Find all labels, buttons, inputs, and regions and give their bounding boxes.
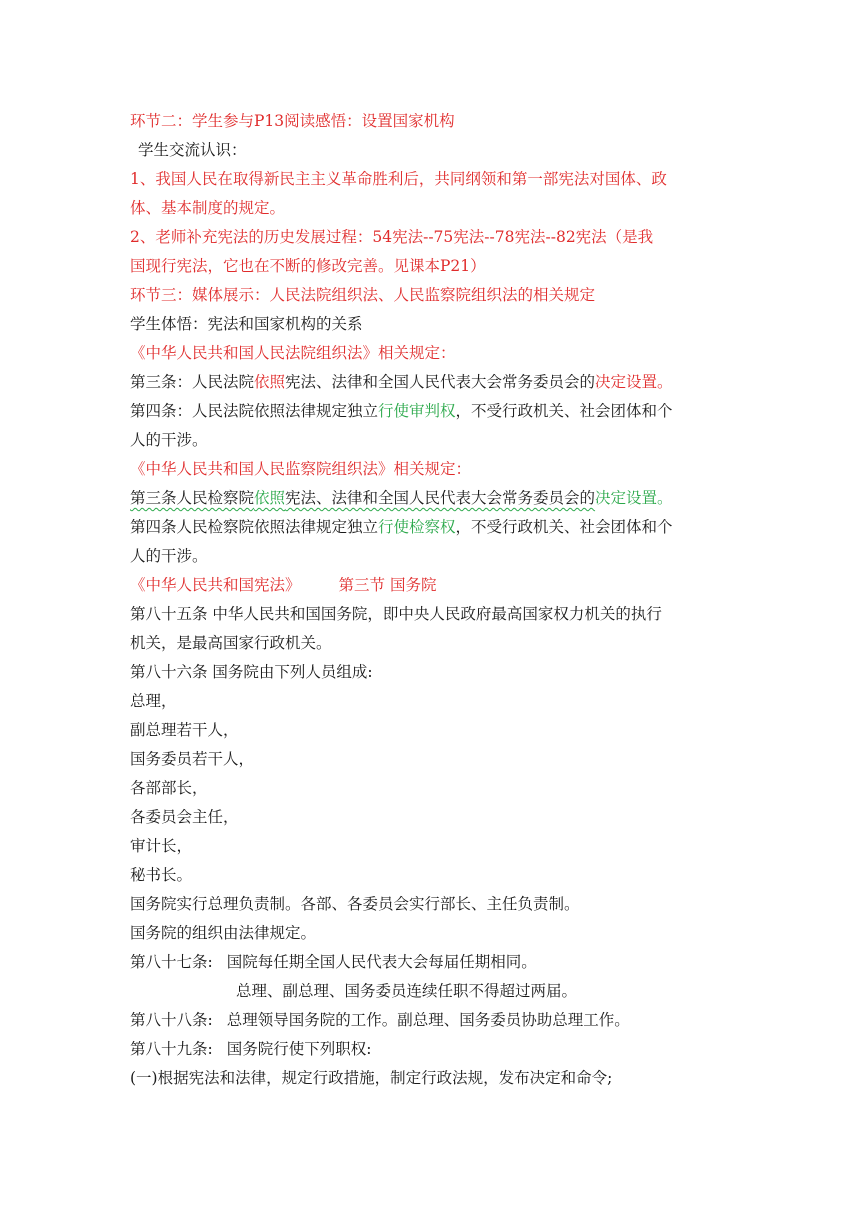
constitution-heading [130, 571, 740, 600]
article88 [130, 1006, 740, 1035]
procuratorate-law-article4 [130, 513, 740, 542]
article88-text: 总理领导国务院的工作。副总理、国务委员协助总理工作。 [226, 1011, 630, 1029]
procuratorate-law-article4-cont: 人的干涉。 [130, 547, 208, 565]
member-item: 审计长， [130, 837, 193, 855]
section3-heading: 环节三：媒体展示：人民法院组织法、人民监察院组织法的相关规定 [130, 286, 596, 304]
constitution-title: 《中华人民共和国宪法》 [130, 576, 301, 594]
section2-subheading: 学生交流认识： [138, 141, 247, 159]
section2-item1-line1: 1、我国人民在取得新民主主义革命胜利后，共同纲领和第一部宪法对国体、政 [130, 170, 667, 188]
proc-a4-text2: ，不受行政机关、社会团体和个 [455, 518, 673, 536]
member-item: 各部部长， [130, 779, 208, 797]
member-item: 国务委员若干人， [130, 750, 255, 768]
proc-a3-yizhao: 依照 [254, 489, 286, 507]
article87-text: 国院每任期全国人民代表大会每届任期相同。 [226, 953, 537, 971]
section3-insight: 学生体悟：宪法和国家机构的关系 [130, 315, 363, 333]
article89 [130, 1035, 740, 1064]
member-item: 总理， [130, 692, 177, 710]
member-item: 副总理若干人， [130, 721, 239, 739]
court-law-title: 《中华人民共和国人民法院组织法》相关规定： [130, 344, 456, 362]
section2-item2-line2: 国现行宪法，它也在不断的修改完善。见课本P21） [130, 257, 486, 275]
article89-item1: (一)根据宪法和法律，规定行政措施，制定行政法规，发布决定和命令; [130, 1069, 613, 1087]
section2-heading: 环节二：学生参与P13阅读感悟：设置国家机构 [130, 112, 455, 130]
court-a3-decision: 决定设置。 [595, 373, 673, 391]
court-a3-text1: 第三条：人民法院 [130, 373, 255, 391]
article89-text: 国务院行使下列职权: [226, 1040, 372, 1058]
organization-by-law: 国务院的组织由法律规定。 [130, 924, 317, 942]
document-body [130, 107, 740, 1093]
member-item: 各委员会主任， [130, 808, 239, 826]
proc-a3-decision: 决定设置。 [595, 489, 673, 507]
proc-a3-text2: 宪法、法律和全国人民代表大会常务委员会的 [285, 489, 596, 507]
article89-label: 第八十九条: [130, 1040, 213, 1058]
article87-cont: 总理、副总理、国务委员连续任职不得超过两届。 [236, 982, 578, 1000]
article85-line2: 机关，是最高国家行政机关。 [130, 634, 332, 652]
article88-label: 第八十八条: [130, 1011, 213, 1029]
member-item: 秘书长。 [130, 866, 193, 884]
article87-label: 第八十七条: [130, 953, 213, 971]
court-law-article4 [130, 397, 740, 426]
section2-item2-line1: 2、老师补充宪法的历史发展过程：54宪法--75宪法--78宪法--82宪法（是我 [130, 228, 654, 246]
court-a3-yizhao: 依照 [254, 373, 286, 391]
constitution-section: 第三节 国务院 [338, 576, 437, 594]
procuratorate-law-title: 《中华人民共和国人民监察院组织法》相关规定： [130, 460, 472, 478]
court-a3-text2: 宪法、法律和全国人民代表大会常务委员会的 [285, 373, 596, 391]
court-a4-text2: ，不受行政机关、社会团体和个 [455, 402, 673, 420]
court-a4-power: 行使审判权 [378, 402, 456, 420]
court-law-article3 [130, 368, 740, 397]
court-law-article4-cont: 人的干涉。 [130, 431, 208, 449]
section2-item1-line2: 体、基本制度的规定。 [130, 199, 286, 217]
article85-line1: 第八十五条 中华人民共和国国务院，即中央人民政府最高国家权力机关的执行 [130, 605, 662, 623]
responsibility-system: 国务院实行总理负责制。各部、各委员会实行部长、主任负责制。 [130, 895, 580, 913]
article86: 第八十六条 国务院由下列人员组成: [130, 663, 373, 681]
proc-a4-power: 行使检察权 [378, 518, 456, 536]
procuratorate-law-article3 [130, 484, 740, 513]
court-a4-text1: 第四条：人民法院依照法律规定独立 [130, 402, 379, 420]
proc-a3-underlined [130, 489, 595, 507]
proc-a3-text1: 第三条人民检察院 [130, 489, 255, 507]
proc-a4-text1: 第四条人民检察院依照法律规定独立 [130, 518, 379, 536]
article87 [130, 948, 740, 977]
